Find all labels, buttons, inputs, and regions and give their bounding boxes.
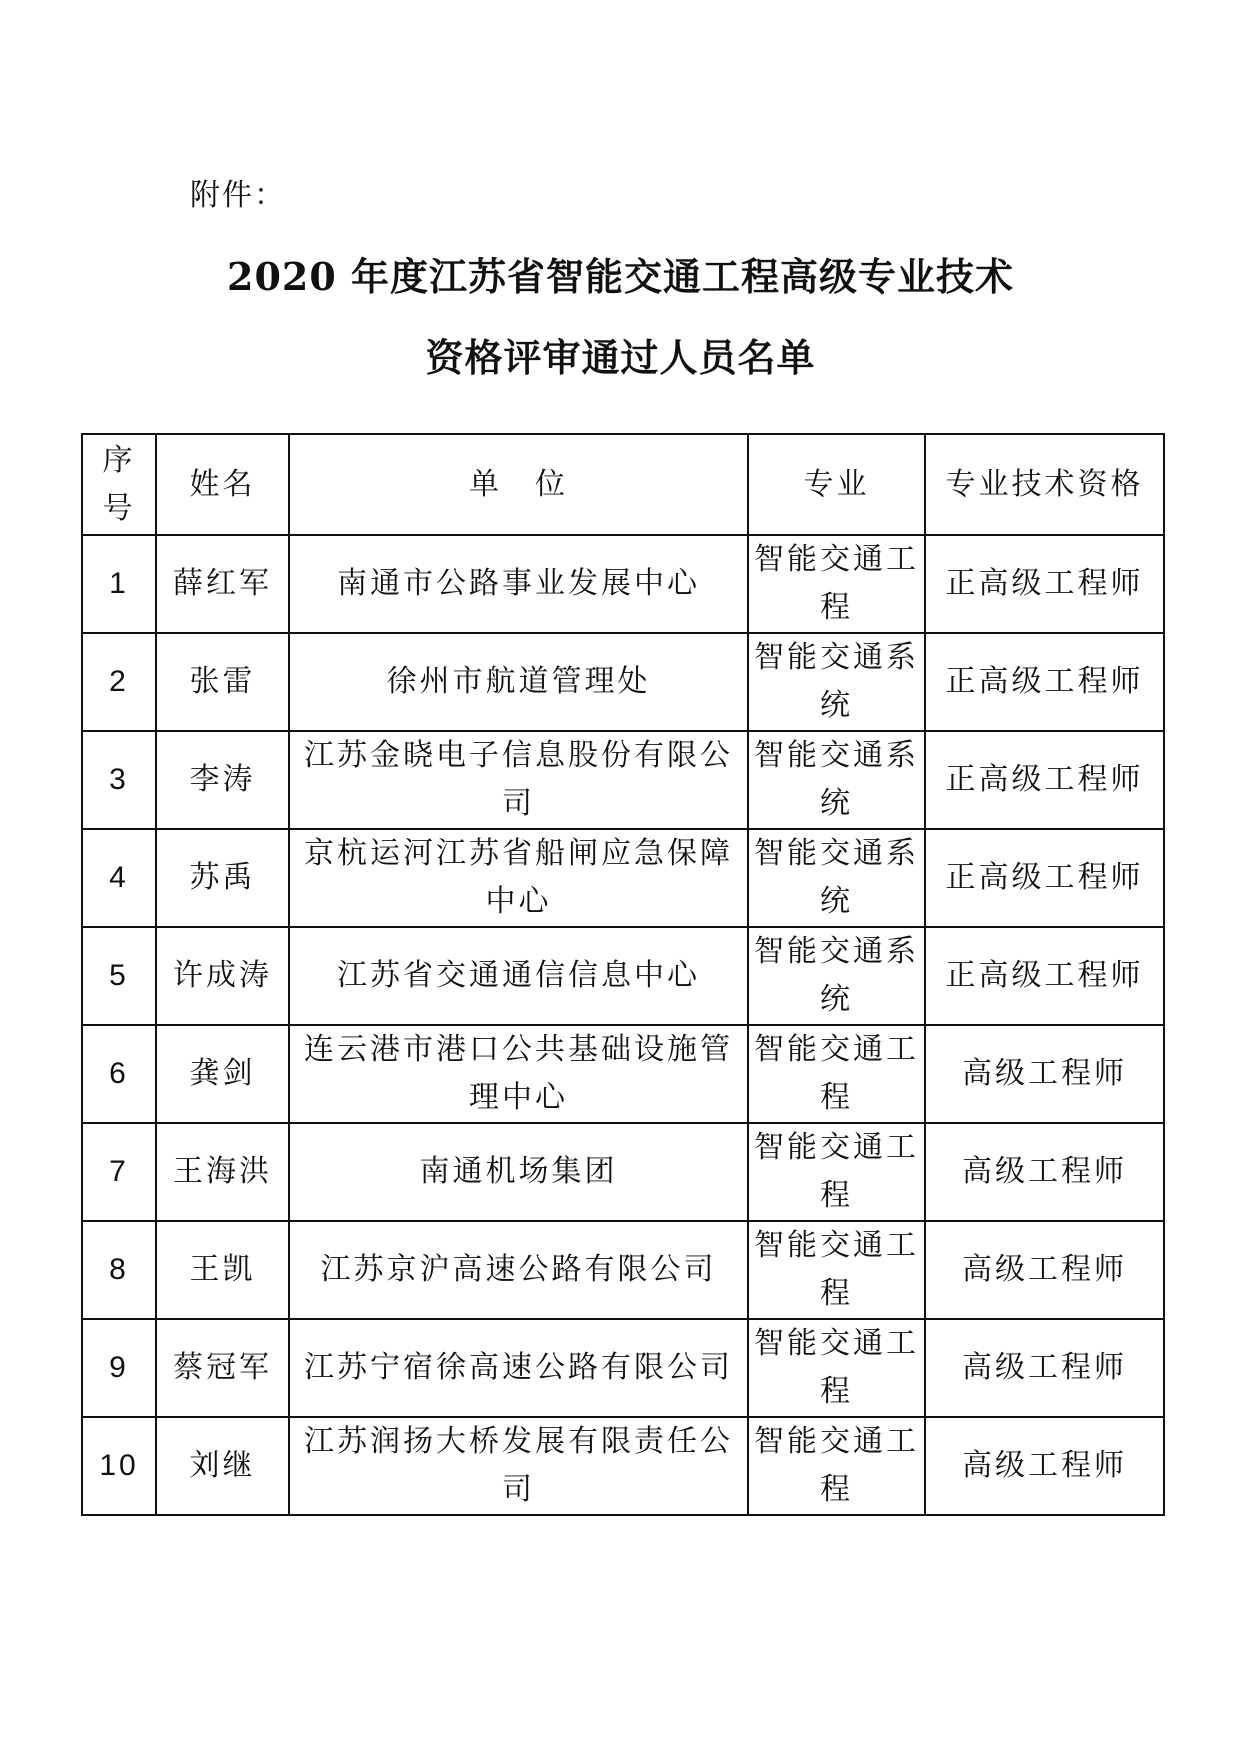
header-specialty: 专业 bbox=[748, 434, 925, 535]
cell-name: 王海洪 bbox=[156, 1123, 289, 1221]
cell-specialty: 智能交通工程 bbox=[748, 1417, 925, 1515]
table-row bbox=[82, 1319, 1164, 1417]
cell-index: 9 bbox=[82, 1319, 156, 1417]
cell-index: 3 bbox=[82, 731, 156, 829]
cell-qualification: 正高级工程师 bbox=[925, 731, 1164, 829]
cell-organization: 京杭运河江苏省船闸应急保障中心 bbox=[289, 829, 748, 927]
cell-index: 6 bbox=[82, 1025, 156, 1123]
cell-name: 李涛 bbox=[156, 731, 289, 829]
table-row bbox=[82, 535, 1164, 633]
table-row bbox=[82, 731, 1164, 829]
table-row bbox=[82, 1025, 1164, 1123]
cell-name: 苏禹 bbox=[156, 829, 289, 927]
cell-specialty: 智能交通工程 bbox=[748, 1319, 925, 1417]
cell-index: 5 bbox=[82, 927, 156, 1025]
cell-index: 2 bbox=[82, 633, 156, 731]
cell-organization: 江苏润扬大桥发展有限责任公司 bbox=[289, 1417, 748, 1515]
cell-qualification: 正高级工程师 bbox=[925, 829, 1164, 927]
cell-index: 7 bbox=[82, 1123, 156, 1221]
approved-personnel-table bbox=[81, 433, 1165, 1516]
cell-specialty: 智能交通系统 bbox=[748, 927, 925, 1025]
cell-specialty: 智能交通工程 bbox=[748, 1123, 925, 1221]
cell-organization: 徐州市航道管理处 bbox=[289, 633, 748, 731]
cell-organization: 南通市公路事业发展中心 bbox=[289, 535, 748, 633]
header-index: 序号 bbox=[82, 434, 156, 535]
cell-index: 1 bbox=[82, 535, 156, 633]
cell-qualification: 高级工程师 bbox=[925, 1025, 1164, 1123]
cell-specialty: 智能交通工程 bbox=[748, 535, 925, 633]
cell-specialty: 智能交通系统 bbox=[748, 731, 925, 829]
cell-qualification: 高级工程师 bbox=[925, 1417, 1164, 1515]
document-title-line-1: 2020 年度江苏省智能交通工程高级专业技术 bbox=[227, 254, 1014, 299]
header-organization: 单 位 bbox=[289, 434, 748, 535]
cell-name: 蔡冠军 bbox=[156, 1319, 289, 1417]
cell-index: 8 bbox=[82, 1221, 156, 1319]
cell-name: 薛红军 bbox=[156, 535, 289, 633]
cell-name: 许成涛 bbox=[156, 927, 289, 1025]
cell-organization: 江苏金晓电子信息股份有限公司 bbox=[289, 731, 748, 829]
cell-organization: 江苏宁宿徐高速公路有限公司 bbox=[289, 1319, 748, 1417]
table-row bbox=[82, 927, 1164, 1025]
cell-qualification: 正高级工程师 bbox=[925, 633, 1164, 731]
cell-specialty: 智能交通工程 bbox=[748, 1221, 925, 1319]
cell-organization: 南通机场集团 bbox=[289, 1123, 748, 1221]
cell-qualification: 高级工程师 bbox=[925, 1123, 1164, 1221]
cell-organization: 江苏京沪高速公路有限公司 bbox=[289, 1221, 748, 1319]
cell-qualification: 正高级工程师 bbox=[925, 927, 1164, 1025]
attachment-label: 附件： bbox=[190, 178, 286, 213]
table-row bbox=[82, 633, 1164, 731]
cell-organization: 江苏省交通通信信息中心 bbox=[289, 927, 748, 1025]
cell-qualification: 高级工程师 bbox=[925, 1221, 1164, 1319]
document-title-line-2: 资格评审通过人员名单 bbox=[425, 335, 816, 380]
cell-qualification: 正高级工程师 bbox=[925, 535, 1164, 633]
table-row bbox=[82, 1123, 1164, 1221]
cell-index: 10 bbox=[82, 1417, 156, 1515]
cell-name: 张雷 bbox=[156, 633, 289, 731]
table-header-row bbox=[82, 434, 1164, 535]
header-name: 姓名 bbox=[156, 434, 289, 535]
table-row bbox=[82, 829, 1164, 927]
cell-qualification: 高级工程师 bbox=[925, 1319, 1164, 1417]
cell-index: 4 bbox=[82, 829, 156, 927]
cell-name: 龚剑 bbox=[156, 1025, 289, 1123]
table-row bbox=[82, 1221, 1164, 1319]
cell-specialty: 智能交通系统 bbox=[748, 829, 925, 927]
header-qualification: 专业技术资格 bbox=[925, 434, 1164, 535]
table-row bbox=[82, 1417, 1164, 1515]
cell-specialty: 智能交通工程 bbox=[748, 1025, 925, 1123]
cell-specialty: 智能交通系统 bbox=[748, 633, 925, 731]
cell-name: 刘继 bbox=[156, 1417, 289, 1515]
cell-organization: 连云港市港口公共基础设施管理中心 bbox=[289, 1025, 748, 1123]
cell-name: 王凯 bbox=[156, 1221, 289, 1319]
